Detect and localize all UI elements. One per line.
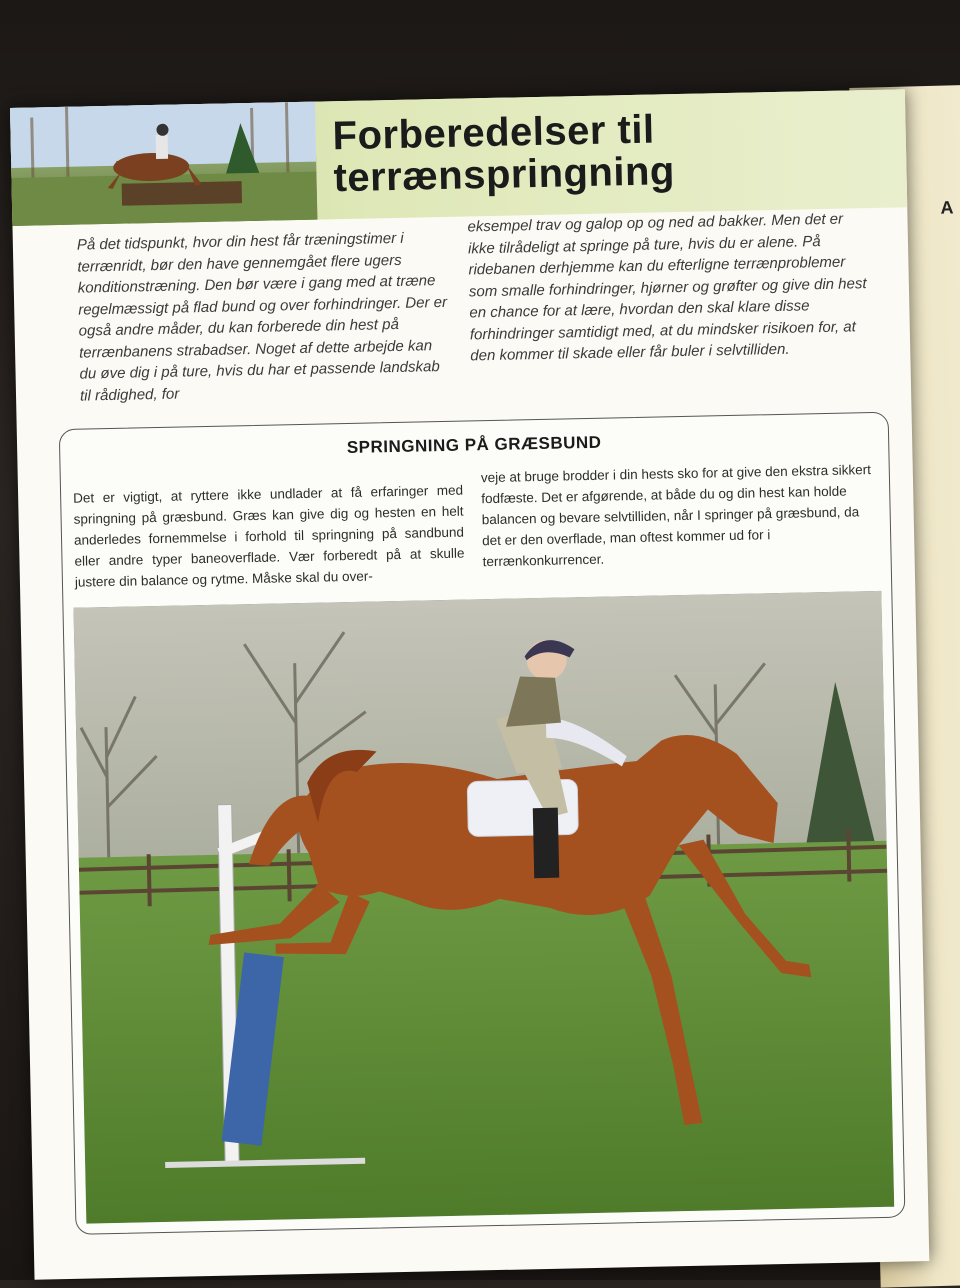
box-title: SPRINGNING PÅ GRÆSBUND xyxy=(346,432,602,458)
intro-column-left: På det tidspunkt, hvor din hest får træningstimer i terrænridt, bør den have gennemgået flere ugers konditionstræning. Den bør være i gang med at træne regelmæssigt på flad bund og over forhindringer. Der er også andre måder, du kan forberede din hest på terrænbanens strabadser. Noget af dette arbejde kan du øve dig i på ture, hvis du har et passende landskab til rådighed, for xyxy=(76,229,448,405)
book-page xyxy=(10,89,929,1279)
info-box xyxy=(59,412,906,1235)
header-photo xyxy=(10,102,317,226)
box-text-left: Det er vigtigt, at ryttere ikke undlader at få erfaringer med springning på græsbund. Græs kan give dig og hesten en helt anderledes fornemmelse i forhold til springning på sandbund eller andre typer baneoverflade. Vær forberedt på at skulle justere din balance og rytme. Måske skal du over- xyxy=(73,482,465,590)
next-page-fragment: A xyxy=(940,197,954,218)
intro-column-right: eksempel trav og galop op og ned ad bakker. Men det er ikke tilrådeligt at springe på ture, hvis du er alene. På ridebanen derhjemme kan du efterligne terrænproblemer som smalle forhindringer, hjørner og grøfter og give din hest en chance for at lære, hvordan den skal klare disse forhindringer samtidigt med, at du mindsker risikoen for, at den kommer til skade eller får buler i selvtilliden. xyxy=(467,210,867,365)
jumping-horse-photo xyxy=(73,591,894,1224)
box-text-right: veje at bruge brodder i din hests sko for at give den ekstra sikkert fodfæste. Det er afgørende, at både du og din hest kan holde balancen og bevare selvtilliden, når I springer på græsbund, da det er den overflade, man oftest kommer ud for i terrænkonkurrencer. xyxy=(480,462,872,570)
page-title: Forberedelser til terrænspringning xyxy=(332,107,676,201)
